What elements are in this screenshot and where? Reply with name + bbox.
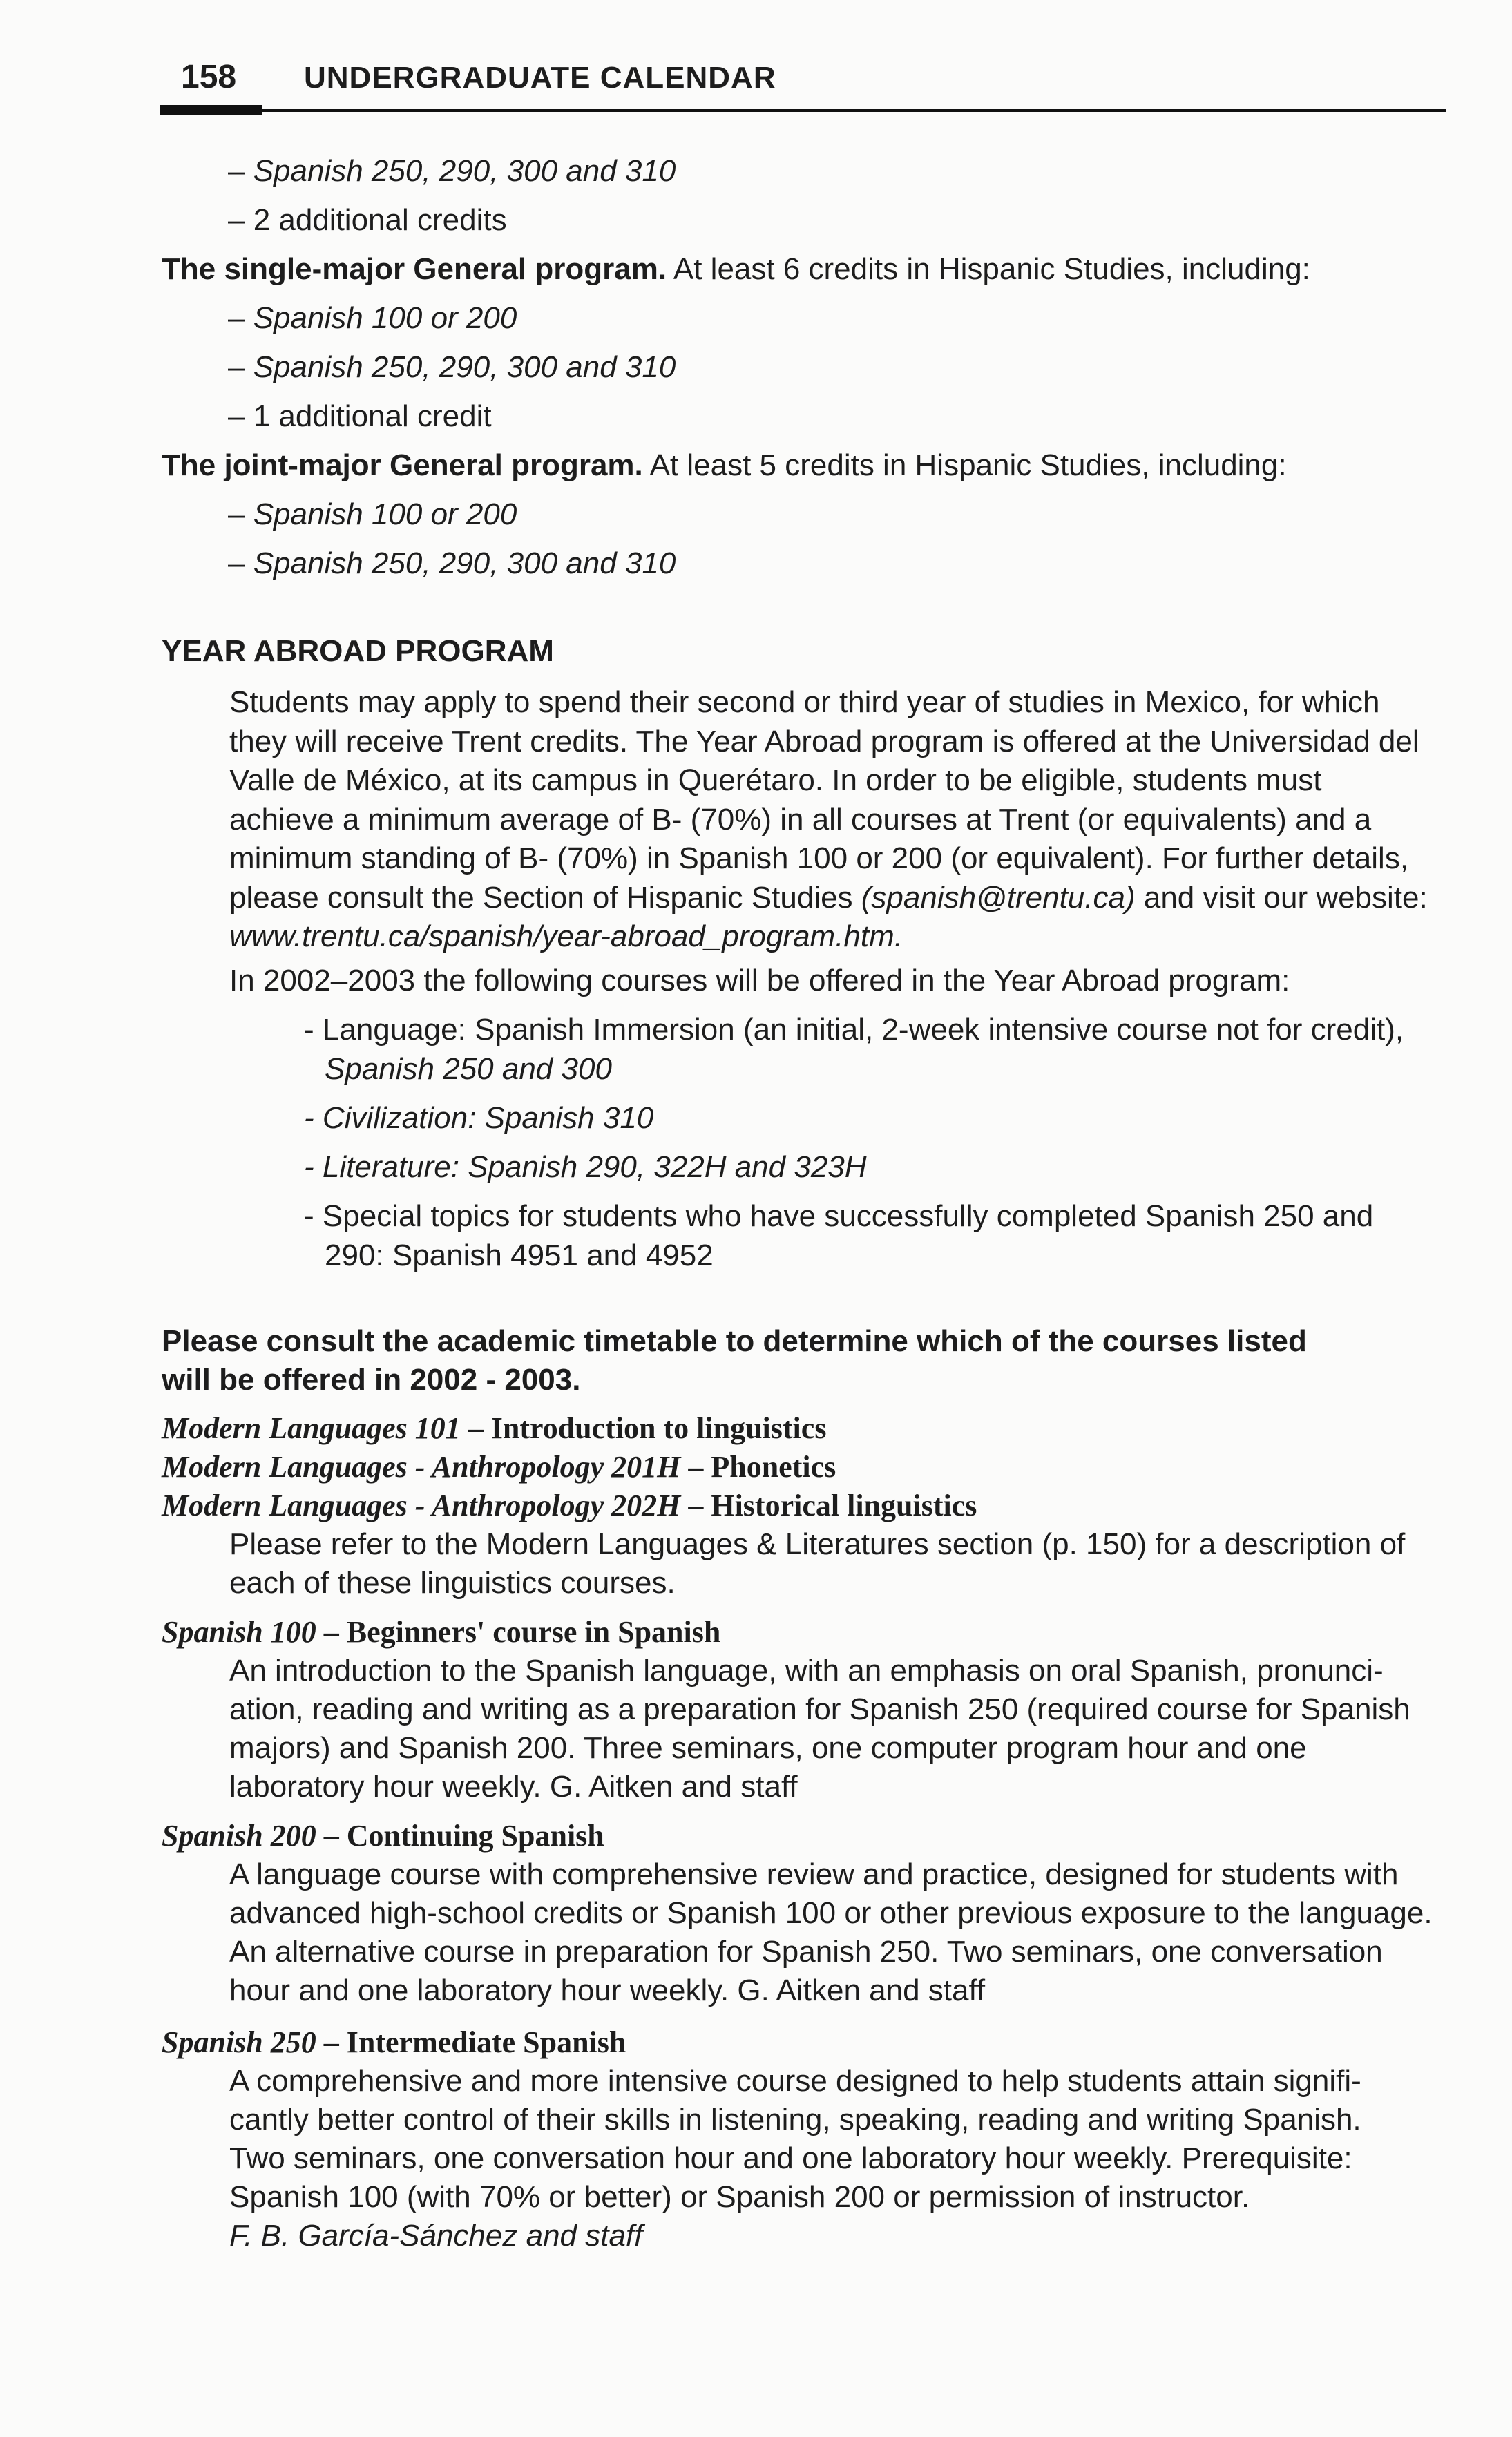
page-number: 158	[181, 59, 237, 95]
year-abroad-paragraph: Students may apply to spend their second or third year of studies in Mexico, for which they will receive Trent credits. The Year Abroad program is offered at the Universidad del Valle de México, at its campus in Querétaro. In order to be eligible, students must achieve a minimum average of B- (70%) in all courses at Trent (or equivalents) and a minimum standing of B- (70%) in Spanish 100 or 200 (or equivalent). For further details, please consult the Section of Hispanic Studies (spanish@trentu.ca) and visit our website: www.trentu.ca/spanish/year-abroad_program.htm.	[229, 685, 1428, 953]
course-desc-line: A language course with comprehensive review and practice, designed for students with	[229, 1857, 1399, 1891]
list-item: - Language: Spanish Immersion (an initial, 2-week intensive course not for credit),	[304, 1013, 1404, 1047]
joint-major-label: The joint-major General program.	[162, 448, 643, 482]
email-link[interactable]: (spanish@trentu.ca)	[861, 880, 1136, 915]
list-item: - Special topics for students who have successfully completed Spanish 250 and	[304, 1199, 1374, 1233]
course-desc-line: each of these linguistics courses.	[229, 1566, 676, 1600]
list-item: – Spanish 250, 290, 300 and 310	[228, 546, 676, 580]
section-heading: YEAR ABROAD PROGRAM	[162, 634, 554, 668]
list-item: - Civilization: Spanish 310	[304, 1101, 654, 1135]
list-item-cont: 290: Spanish 4951 and 4952	[325, 1239, 714, 1272]
list-item: – Spanish 250, 290, 300 and 310	[228, 154, 676, 188]
course-heading: Spanish 250 – Intermediate Spanish	[162, 2025, 626, 2059]
course-desc-line: An introduction to the Spanish language, with an emphasis on oral Spanish, pronunci-	[229, 1654, 1384, 1688]
course-desc-line: An alternative course in preparation for Spanish 250. Two seminars, one conversation	[229, 1935, 1383, 1969]
header-rule	[160, 109, 1446, 112]
course-desc-line: hour and one laboratory hour weekly. G. Aitken and staff	[229, 1974, 986, 2007]
list-item-cont: Spanish 250 and 300	[325, 1052, 612, 1086]
course-heading: Modern Languages - Anthropology 202H – Historical linguistics	[162, 1489, 977, 1522]
single-major-label: The single-major General program.	[162, 252, 667, 286]
course-desc-line: advanced high-school credits or Spanish 100 or other previous exposure to the language.	[229, 1896, 1433, 1930]
list-item: – Spanish 100 or 200	[228, 301, 517, 335]
course-desc-line: Please refer to the Modern Languages & Literatures section (p. 150) for a description of	[229, 1527, 1406, 1561]
course-desc-line: laboratory hour weekly. G. Aitken and staff	[229, 1770, 798, 1804]
course-heading: Modern Languages 101 – Introduction to linguistics	[162, 1411, 827, 1445]
notice-line: Please consult the academic timetable to determine which of the courses listed	[162, 1324, 1307, 1358]
course-desc-line: majors) and Spanish 200. Three seminars, one computer program hour and one	[229, 1731, 1307, 1765]
course-desc-line: cantly better control of their skills in listening, speaking, reading and writing Spanish.	[229, 2103, 1361, 2137]
list-item: – Spanish 100 or 200	[228, 497, 517, 531]
course-heading: Modern Languages - Anthropology 201H – Phonetics	[162, 1450, 836, 1484]
list-item: – 2 additional credits	[228, 203, 507, 237]
course-desc-line: Spanish 100 (with 70% or better) or Spanish 200 or permission of instructor.	[229, 2180, 1250, 2214]
list-item: – 1 additional credit	[228, 399, 492, 433]
course-desc-line: ation, reading and writing as a preparation for Spanish 250 (required course for Spanish	[229, 1692, 1410, 1726]
course-heading: Spanish 100 – Beginners' course in Spanish	[162, 1615, 721, 1649]
joint-major-line: The joint-major General program. At least 5 credits in Hispanic Studies, including:	[162, 448, 1287, 482]
list-item: - Literature: Spanish 290, 322H and 323H	[304, 1150, 867, 1184]
website-link[interactable]: www.trentu.ca/spanish/year-abroad_program.htm.	[229, 919, 903, 953]
course-heading: Spanish 200 – Continuing Spanish	[162, 1819, 604, 1853]
notice-line: will be offered in 2002 - 2003.	[162, 1363, 581, 1397]
course-desc-line: F. B. García-Sánchez and staff	[229, 2219, 643, 2253]
course-desc-line: A comprehensive and more intensive course designed to help students attain signifi-	[229, 2064, 1361, 2098]
course-desc-line: Two seminars, one conversation hour and one laboratory hour weekly. Prerequisite:	[229, 2141, 1352, 2175]
running-title: UNDERGRADUATE CALENDAR	[304, 61, 776, 95]
list-item: – Spanish 250, 290, 300 and 310	[228, 350, 676, 384]
single-major-line: The single-major General program. At least 6 credits in Hispanic Studies, including:	[162, 252, 1310, 286]
year-abroad-intro: In 2002–2003 the following courses will be offered in the Year Abroad program:	[229, 964, 1290, 997]
page-header	[0, 50, 1512, 119]
